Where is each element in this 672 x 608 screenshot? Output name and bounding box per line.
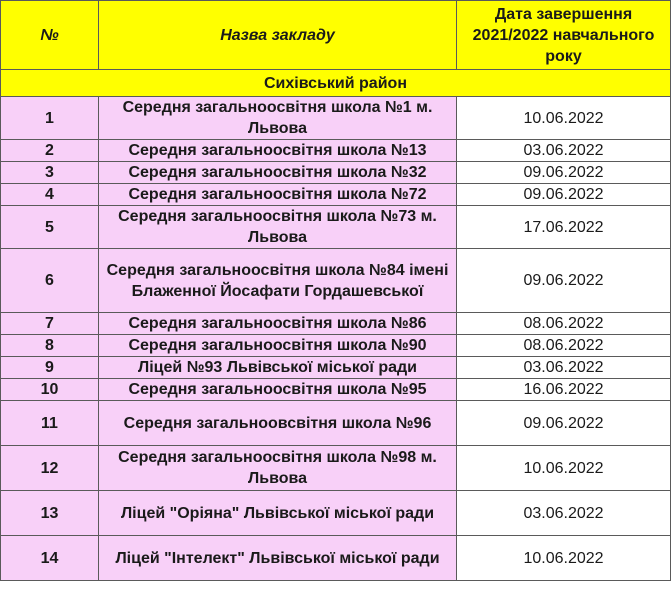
table-row <box>1 491 671 536</box>
row-number: 3 <box>1 162 99 184</box>
end-date: 08.06.2022 <box>457 313 671 335</box>
school-name: Ліцей "Інтелект" Львівської міської ради <box>99 536 457 581</box>
school-name: Середня загальноосвітня школа №84 імені Блаженної Йосафати Гордашевської <box>99 249 457 313</box>
end-date: 10.06.2022 <box>457 536 671 581</box>
district-heading: Сихівський район <box>1 70 671 97</box>
row-number: 9 <box>1 357 99 379</box>
row-number: 13 <box>1 491 99 536</box>
row-number: 12 <box>1 446 99 491</box>
row-number: 5 <box>1 206 99 249</box>
end-date: 09.06.2022 <box>457 249 671 313</box>
row-number: 7 <box>1 313 99 335</box>
header-date-line2: 2021/2022 навчального <box>472 26 655 44</box>
row-number: 1 <box>1 97 99 140</box>
row-number: 2 <box>1 140 99 162</box>
end-date: 17.06.2022 <box>457 206 671 249</box>
table-row <box>1 249 671 313</box>
table-row <box>1 162 671 184</box>
school-name: Середня загальноосвітня школа №13 <box>99 140 457 162</box>
row-number: 8 <box>1 335 99 357</box>
header-name: Назва закладу <box>99 1 457 70</box>
school-name: Середня загальноосвітня школа №90 <box>99 335 457 357</box>
table-row <box>1 97 671 140</box>
header-date-line3: року <box>545 47 582 65</box>
row-number: 11 <box>1 401 99 446</box>
end-date: 03.06.2022 <box>457 140 671 162</box>
end-date: 09.06.2022 <box>457 401 671 446</box>
table-row <box>1 313 671 335</box>
school-name: Ліцей №93 Львівської міської ради <box>99 357 457 379</box>
school-name: Ліцей "Оріяна" Львівської міської ради <box>99 491 457 536</box>
school-name: Середня загальноосвітня школа №86 <box>99 313 457 335</box>
end-date: 08.06.2022 <box>457 335 671 357</box>
end-date: 03.06.2022 <box>457 491 671 536</box>
school-name: Середня загальноосвітня школа №32 <box>99 162 457 184</box>
header-date <box>457 1 671 70</box>
school-name: Середня загальноосвітня школа №72 <box>99 184 457 206</box>
end-date: 10.06.2022 <box>457 97 671 140</box>
row-number: 14 <box>1 536 99 581</box>
end-date: 09.06.2022 <box>457 162 671 184</box>
end-date: 10.06.2022 <box>457 446 671 491</box>
school-name: Середня загальноосвітня школа №95 <box>99 379 457 401</box>
table-row <box>1 335 671 357</box>
school-name: Середня загальноосвітня школа №1 м. Львова <box>99 97 457 140</box>
school-name: Середня загальноовсвітня школа №96 <box>99 401 457 446</box>
table-row <box>1 140 671 162</box>
table-row <box>1 401 671 446</box>
header-number: № <box>1 1 99 70</box>
school-name: Середня загальноосвітня школа №98 м. Львова <box>99 446 457 491</box>
end-date: 03.06.2022 <box>457 357 671 379</box>
table-row <box>1 536 671 581</box>
table-row <box>1 379 671 401</box>
table-row <box>1 357 671 379</box>
school-name: Середня загальноосвітня школа №73 м. Львова <box>99 206 457 249</box>
end-date: 09.06.2022 <box>457 184 671 206</box>
row-number: 6 <box>1 249 99 313</box>
table-row <box>1 184 671 206</box>
row-number: 10 <box>1 379 99 401</box>
header-date-line1: Дата завершення <box>494 5 633 23</box>
row-number: 4 <box>1 184 99 206</box>
end-date: 16.06.2022 <box>457 379 671 401</box>
table-row <box>1 206 671 249</box>
table-row <box>1 446 671 491</box>
